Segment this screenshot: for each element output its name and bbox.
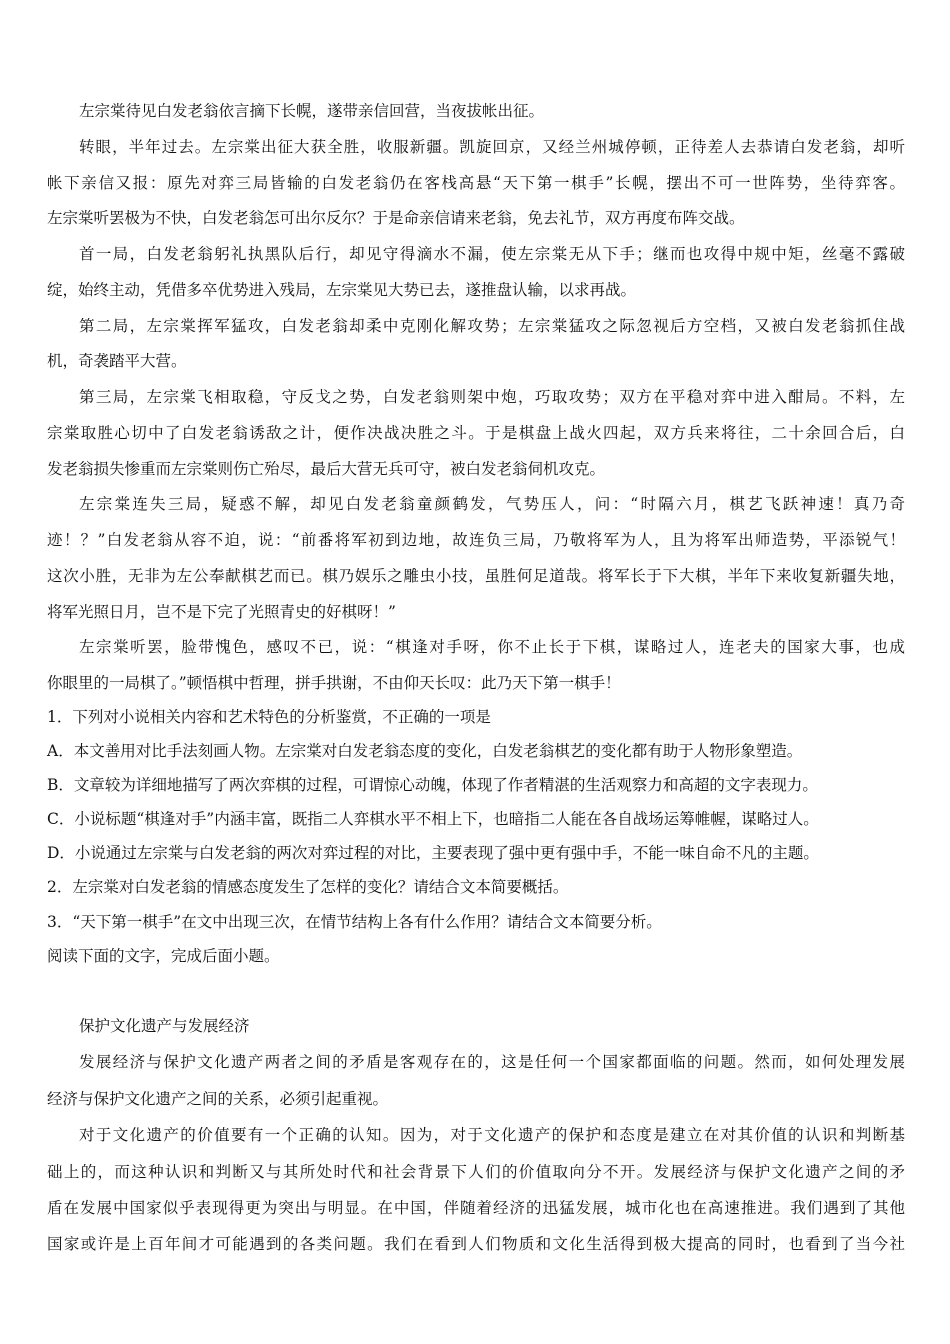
story-paragraph-line: 首一局，白发老翁躬礼执黑队后行，却见守得滴水不漏，使左宗棠无从下手；继而也攻得中规中矩，丝毫不露破 (79, 245, 905, 263)
article-paragraph-line: 经济与保护文化遗产之间的关系，必须引起重视。 (47, 1089, 389, 1108)
story-paragraph-line: 这次小胜，无非为左公奉献棋艺而已。棋乃娱乐之雕虫小技，虽胜何足道哉。将军长于下大棋，半年下来收复新疆失地， (47, 566, 905, 585)
question-line: 阅读下面的文字，完成后面小题。 (47, 946, 280, 965)
story-paragraph-line: 绽，始终主动，凭借多卒优势进入残局，左宗棠见大势已去，遂推盘认输，以求再战。 (47, 280, 637, 299)
article-paragraph-line: 发展经济与保护文化遗产两者之间的矛盾是客观存在的，这是任何一个国家都面临的问题。然而，如何处理发展 (79, 1053, 905, 1072)
question-line: B．文章较为详细地描写了两次弈棋的过程，可谓惊心动魄，体现了作者精湛的生活观察力和高超的文字表现力。 (47, 776, 818, 795)
story-paragraph-line: 帐下亲信又报：原先对弈三局皆输的白发老翁仍在客栈高悬“天下第一棋手”长幌，摆出不可一世阵势，坐待弈客。 (47, 173, 905, 192)
story-paragraph-line: 第二局，左宗棠挥军猛攻，白发老翁却柔中克刚化解攻势；左宗棠猛攻之际忽视后方空档，又被白发老翁抓住战 (79, 316, 905, 335)
story-paragraph-line: 第三局，左宗棠飞相取稳，守反戈之势，白发老翁则架中炮，巧取攻势；双方在平稳对弈中进入酣局。不料，左 (79, 388, 905, 406)
questions-section (47, 700, 905, 973)
question-line: 2．左宗棠对白发老翁的情感态度发生了怎样的变化？请结合文本简要概括。 (47, 878, 569, 897)
article-paragraph-line: 础上的，而这种认识和判断又与其所处时代和社会背景下人们的价值取向分不开。发展经济与保护文化遗产之间的矛 (47, 1162, 905, 1181)
article-paragraph-line: 国家或许是上百年间才可能遇到的各类问题。我们在看到人们物质和文化生活得到极大提高的同时，也看到了当今社 (47, 1235, 905, 1254)
story-paragraph-line: 左宗棠连失三局，疑惑不解，却见白发老翁童颜鹤发，气势压人，问：“时隔六月，棋艺飞跃神速！真乃奇 (79, 495, 905, 514)
story-paragraph-line: 机，奇袭踏平大营。 (47, 352, 187, 371)
question-line: C．小说标题“棋逢对手”内涵丰富，既指二人弈棋水平不相上下，也暗指二人能在各自战场运筹帷幄，谋略过人。 (47, 810, 819, 829)
article-section (47, 1008, 905, 1263)
story-paragraph-line: 左宗棠听罢极为不快，白发老翁怎可出尔反尔？于是命亲信请来老翁，免去礼节，双方再度布阵交战。 (47, 209, 745, 228)
story-paragraph-line: 你眼里的一局棋了。”顿悟棋中哲理，拼手拱谢，不由仰天长叹：此乃天下第一棋手！ (47, 674, 621, 692)
story-paragraph-line: 迹！？”白发老翁从容不迫，说：“前番将军初到边地，故连负三局，乃敬将军为人，且为将军出师造势，平添锐气！ (47, 531, 905, 549)
article-paragraph-line: 对于文化遗产的价值要有一个正确的认知。因为，对于文化遗产的保护和态度是建立在对其价值的认识和判断基 (79, 1126, 905, 1145)
story-paragraph-line: 宗棠取胜心切中了白发老翁诱敌之计，便作决战决胜之斗。于是棋盘上战火四起，双方兵来将往，二十余回合后，白 (47, 423, 905, 442)
question-line: D．小说通过左宗棠与白发老翁的两次对弈过程的对比，主要表现了强中更有强中手，不能一味自命不凡的主题。 (47, 844, 819, 863)
question-line: 3．“天下第一棋手”在文中出现三次，在情节结构上各有什么作用？请结合文本简要分析。 (47, 912, 662, 931)
story-paragraph-line: 左宗棠听罢，脸带愧色，感叹不已，说：“棋逢对手呀，你不止长于下棋，谋略过人，连老夫的国家大事，也成 (79, 638, 905, 657)
story-paragraph-line: 转眼，半年过去。左宗棠出征大获全胜，收服新疆。凯旋回京，又经兰州城停顿，正待差人去恭请白发老翁，却听 (79, 137, 905, 156)
question-stem: 1．下列对小说相关内容和艺术特色的分析鉴赏，不正确的一项是 (47, 708, 491, 726)
article-paragraph-line: 盾在发展中国家似乎表现得更为突出与明显。在中国，伴随着经济的迅猛发展，城市化也在高速推进。我们遇到了其他 (47, 1198, 905, 1217)
story-paragraph-line: 左宗棠待见白发老翁依言摘下长幌，遂带亲信回营，当夜拔帐出征。 (79, 102, 545, 120)
question-line: A．本文善用对比手法刻画人物。左宗棠对白发老翁态度的变化，白发老翁棋艺的变化都有助于人物形象塑造。 (47, 742, 803, 761)
story-paragraph-line: 发老翁损失惨重而左宗棠则伤亡殆尽，最后大营无兵可守，被白发老翁伺机攻克。 (47, 459, 606, 478)
article-title: 保护文化遗产与发展经济 (79, 1017, 250, 1035)
story-paragraph-line: 将军光照日月，岂不是下完了光照青史的好棋呀！” (47, 602, 396, 621)
story-text (47, 94, 905, 702)
